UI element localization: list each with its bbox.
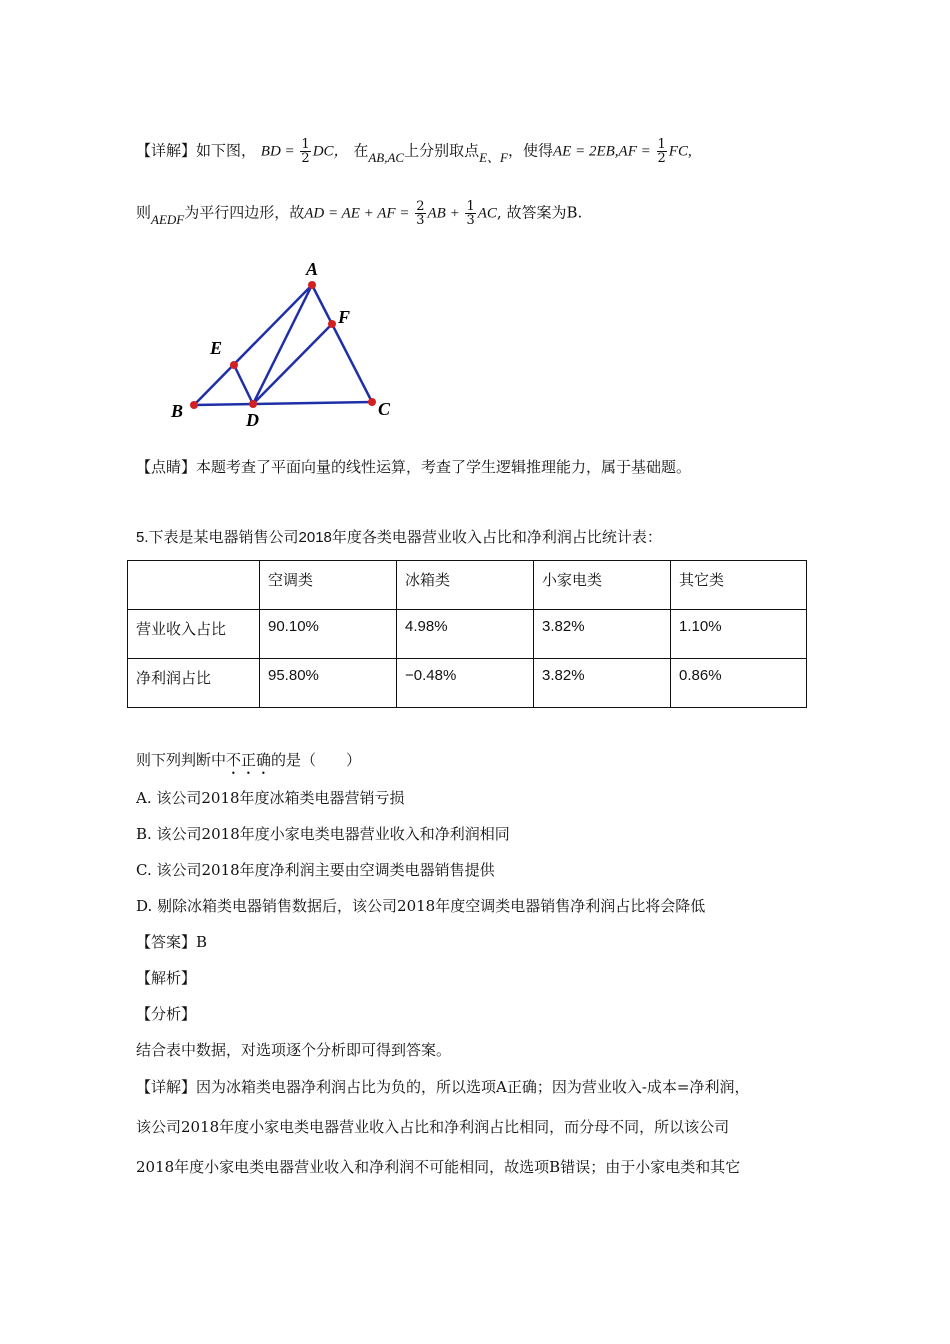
detail3-line: 2018年度小家电类电器营业收入和净利润不可能相同，故选项B错误；由于小家电类和其它 xyxy=(136,1158,741,1176)
detail-line-2 xyxy=(136,200,582,227)
text-take-points: 上分别取点 xyxy=(404,141,480,160)
table-cell: 小家电类 xyxy=(534,561,671,610)
prompt-before: 则下列判断中 xyxy=(136,751,227,769)
table-cell: −0.48% xyxy=(397,659,534,708)
label-d: D xyxy=(246,410,259,430)
fenxi-text: 结合表中数据，对选项逐个分析即可得到答案。 xyxy=(136,1041,452,1059)
segment-bc xyxy=(194,402,372,405)
table-cell: 1.10% xyxy=(671,610,807,659)
vector-fc: FC, xyxy=(668,143,692,160)
table-row xyxy=(128,659,807,708)
table-row xyxy=(128,610,807,659)
detail-label: 【详解】如下图， xyxy=(136,141,257,160)
segments-ab-ac: AB,AC xyxy=(368,149,405,165)
table-cell: 营业收入占比 xyxy=(128,610,260,659)
table-cell: 95.80% xyxy=(260,659,397,708)
fraction-two-thirds: $\frac{2}{3}$ xyxy=(416,199,425,228)
question-text: 5.下表是某电器销售公司2018年度各类电器营业收入占比和净利润占比统计表： xyxy=(136,529,662,546)
table-cell: 3.82% xyxy=(534,659,671,708)
detail-line-1 xyxy=(136,138,692,165)
point-b xyxy=(190,401,198,409)
table-cell: 其它类 xyxy=(671,561,807,610)
prompt-emphasis: 不正确 xyxy=(226,751,272,769)
point-f xyxy=(328,320,336,328)
detail3-line: 该公司2018年度小家电类电器营业收入占比和净利润占比相同，而分母不同，所以该公司 xyxy=(136,1118,730,1136)
text-so-that: ，使得 xyxy=(508,141,554,160)
text-then: 则 xyxy=(136,203,152,222)
table-header-row xyxy=(128,561,807,610)
segment-fd xyxy=(253,324,332,404)
triangle-figure xyxy=(160,255,400,435)
option-a: A. 该公司2018年度冰箱类电器营销亏损 xyxy=(136,789,405,807)
text-parallelogram: 为平行四边形，故 xyxy=(184,203,305,222)
fraction-half: $\frac{1}{2}$ xyxy=(301,137,310,166)
table-cell xyxy=(128,561,260,610)
point-a xyxy=(308,281,316,289)
fraction-half-2: $\frac{1}{2}$ xyxy=(657,137,666,166)
analysis-heading: 【解析】 xyxy=(136,969,197,987)
option-c: C. 该公司2018年度净利润主要由空调类电器销售提供 xyxy=(136,861,495,879)
label-e: E xyxy=(210,338,223,358)
segment-ad xyxy=(253,285,312,404)
label-f: F xyxy=(338,307,351,327)
segment-ac xyxy=(312,285,372,402)
text-answer-b: , 故答案为B. xyxy=(496,203,583,222)
point-e xyxy=(230,361,238,369)
option-b: B. 该公司2018年度小家电类电器营业收入和净利润相同 xyxy=(136,825,510,843)
label-a: A xyxy=(306,259,319,279)
vector-eq-ae: AE = 2EB,AF = xyxy=(553,143,655,160)
table-cell: 空调类 xyxy=(260,561,397,610)
fenxi-heading: 【分析】 xyxy=(136,1005,197,1023)
vector-dc: DC， xyxy=(312,143,349,160)
label-c: C xyxy=(378,399,391,419)
stats-table xyxy=(127,560,807,708)
label-b: B xyxy=(171,401,184,421)
table-cell: 90.10% xyxy=(260,610,397,659)
detail3-line: 【详解】因为冰箱类电器净利润占比为负的，所以选项A正确；因为营业收入-成本=净利润， xyxy=(136,1078,750,1096)
comment-line: 【点睛】本题考查了平面向量的线性运算，考查了学生逻辑推理能力，属于基础题。 xyxy=(136,458,692,476)
table-cell: 冰箱类 xyxy=(397,561,534,610)
option-d: D. 剔除冰箱类电器销售数据后，该公司2018年度空调类电器销售净利润占比将会降低 xyxy=(136,897,706,915)
answer-line: 【答案】B xyxy=(136,933,208,951)
vector-ab: AB + xyxy=(427,205,464,222)
point-d xyxy=(249,400,257,408)
fraction-one-third: $\frac{1}{3}$ xyxy=(466,199,475,228)
vector-eq-bd: BD = xyxy=(260,143,299,160)
points-e-f: E、F xyxy=(479,149,508,165)
table-cell: 4.98% xyxy=(397,610,534,659)
table-cell: 3.82% xyxy=(534,610,671,659)
segment-ed xyxy=(234,365,253,404)
vector-ac: AC xyxy=(477,205,497,222)
vector-eq-ad: AD = AE + AF = xyxy=(304,205,414,222)
table-cell: 0.86% xyxy=(671,659,807,708)
point-c xyxy=(368,398,376,406)
prompt-line xyxy=(136,750,361,778)
quad-aedf: AEDF xyxy=(151,211,185,227)
prompt-after: 的是（ ） xyxy=(271,751,362,769)
table-cell: 净利润占比 xyxy=(128,659,260,708)
text-in: 在 xyxy=(353,141,369,160)
